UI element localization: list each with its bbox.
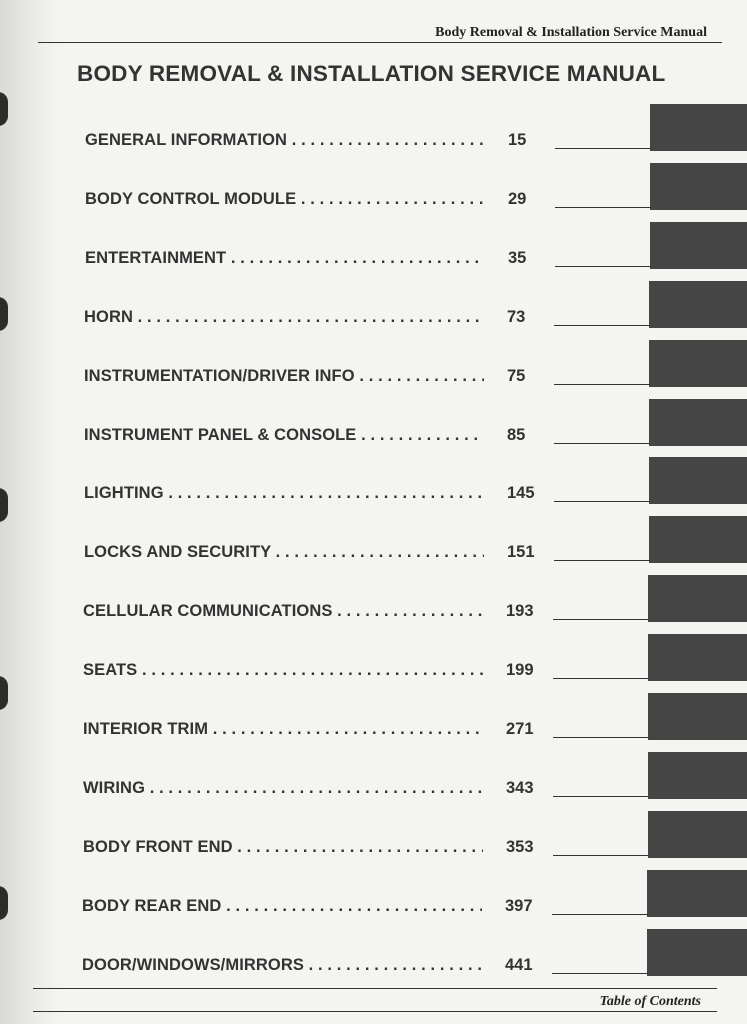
toc-entry-page-number: 353: [506, 838, 534, 856]
page-title: BODY REMOVAL & INSTALLATION SERVICE MANUAL: [77, 61, 666, 86]
toc-entry-rule: [554, 325, 650, 326]
toc-entry-rule: [553, 796, 649, 797]
toc-entry[interactable]: [0, 543, 747, 589]
toc-entry-title: ENTERTAINMENT . . .: [85, 249, 485, 268]
toc-entry[interactable]: [0, 779, 747, 825]
toc-entry-page-number: 343: [506, 779, 534, 797]
toc-entry-title: CELLULAR COMMUNICATIONS . . .: [83, 602, 483, 621]
toc-entry-title: BODY FRONT END . . .: [83, 838, 483, 857]
toc-entry[interactable]: [0, 190, 747, 236]
toc-entry-title: BODY REAR END . . .: [82, 897, 482, 916]
toc-entry-title: WIRING . . .: [83, 779, 483, 798]
toc-entry[interactable]: [0, 367, 747, 413]
toc-entry-page-number: 397: [505, 897, 533, 915]
header-rule: [38, 42, 722, 43]
toc-entry-rule: [553, 855, 649, 856]
toc-entry-rule: [552, 973, 648, 974]
toc-entry[interactable]: [0, 249, 747, 295]
section-tab-marker: [650, 222, 747, 269]
section-tab-marker: [648, 752, 747, 799]
section-tab-marker: [649, 399, 747, 446]
section-tab-marker: [649, 340, 747, 387]
section-tab-marker: [649, 457, 747, 504]
toc-entry-rule: [553, 737, 649, 738]
section-tab-marker: [647, 870, 747, 917]
toc-entry-title: INSTRUMENT PANEL & CONSOLE . . .: [84, 426, 484, 445]
toc-entry-page-number: 15: [508, 131, 527, 149]
toc-entry-rule: [553, 678, 649, 679]
footer-rule: [33, 1011, 717, 1012]
toc-entry-title: HORN . . .: [84, 308, 484, 327]
toc-entry-page-number: 193: [506, 602, 534, 620]
section-tab-marker: [650, 104, 747, 151]
toc-entry-title: INSTRUMENTATION/DRIVER INFO . . .: [84, 367, 484, 386]
toc-entry-page-number: 75: [507, 367, 526, 385]
toc-entry-rule: [553, 619, 649, 620]
toc-entry-rule: [555, 207, 651, 208]
toc-entry[interactable]: [0, 484, 747, 530]
section-tab-marker: [650, 163, 747, 210]
toc-entry[interactable]: [0, 897, 747, 943]
toc-entry-title: LIGHTING . . .: [84, 484, 484, 503]
section-tab-marker: [649, 281, 747, 328]
section-tab-marker: [648, 634, 747, 681]
toc-entry[interactable]: [0, 838, 747, 884]
toc-entry-page-number: 73: [507, 308, 526, 326]
toc-entry-page-number: 85: [507, 426, 526, 444]
toc-entry-rule: [554, 560, 650, 561]
section-tab-marker: [648, 693, 747, 740]
section-tab-marker: [648, 575, 747, 622]
toc-entry-rule: [554, 501, 650, 502]
footer-label: Table of Contents: [599, 994, 701, 1009]
toc-entry-page-number: 35: [508, 249, 527, 267]
toc-entry-page-number: 199: [506, 661, 534, 679]
toc-entry-title: BODY CONTROL MODULE . . .: [85, 190, 485, 209]
toc-entry-title: LOCKS AND SECURITY . . .: [84, 543, 484, 562]
toc-entry-title: DOOR/WINDOWS/MIRRORS . . .: [82, 956, 482, 975]
toc-entry-rule: [552, 914, 648, 915]
toc-entry[interactable]: [0, 661, 747, 707]
toc-entry-rule: [555, 148, 651, 149]
toc-entry[interactable]: [0, 426, 747, 472]
section-tab-marker: [649, 516, 747, 563]
toc-entry-title: SEATS . . .: [83, 661, 483, 680]
toc-entry-rule: [554, 384, 650, 385]
toc-entry-title: GENERAL INFORMATION . . .: [85, 131, 485, 150]
section-tab-marker: [648, 811, 747, 858]
toc-entry[interactable]: [0, 720, 747, 766]
toc-entry[interactable]: [0, 308, 747, 354]
section-tab-marker: [647, 929, 747, 976]
toc-entry-page-number: 441: [505, 956, 533, 974]
toc-entry-rule: [554, 443, 650, 444]
toc-entry-page-number: 151: [507, 543, 535, 561]
toc-entry[interactable]: [0, 131, 747, 177]
toc-entry-page-number: 145: [507, 484, 535, 502]
footer-rule: [33, 988, 717, 989]
toc-entry-title: INTERIOR TRIM . . .: [83, 720, 483, 739]
toc-entry-rule: [555, 266, 651, 267]
toc-entry-page-number: 29: [508, 190, 527, 208]
running-header: Body Removal & Installation Service Manual: [435, 25, 707, 40]
toc-entry-page-number: 271: [506, 720, 534, 738]
toc-entry[interactable]: [0, 602, 747, 648]
